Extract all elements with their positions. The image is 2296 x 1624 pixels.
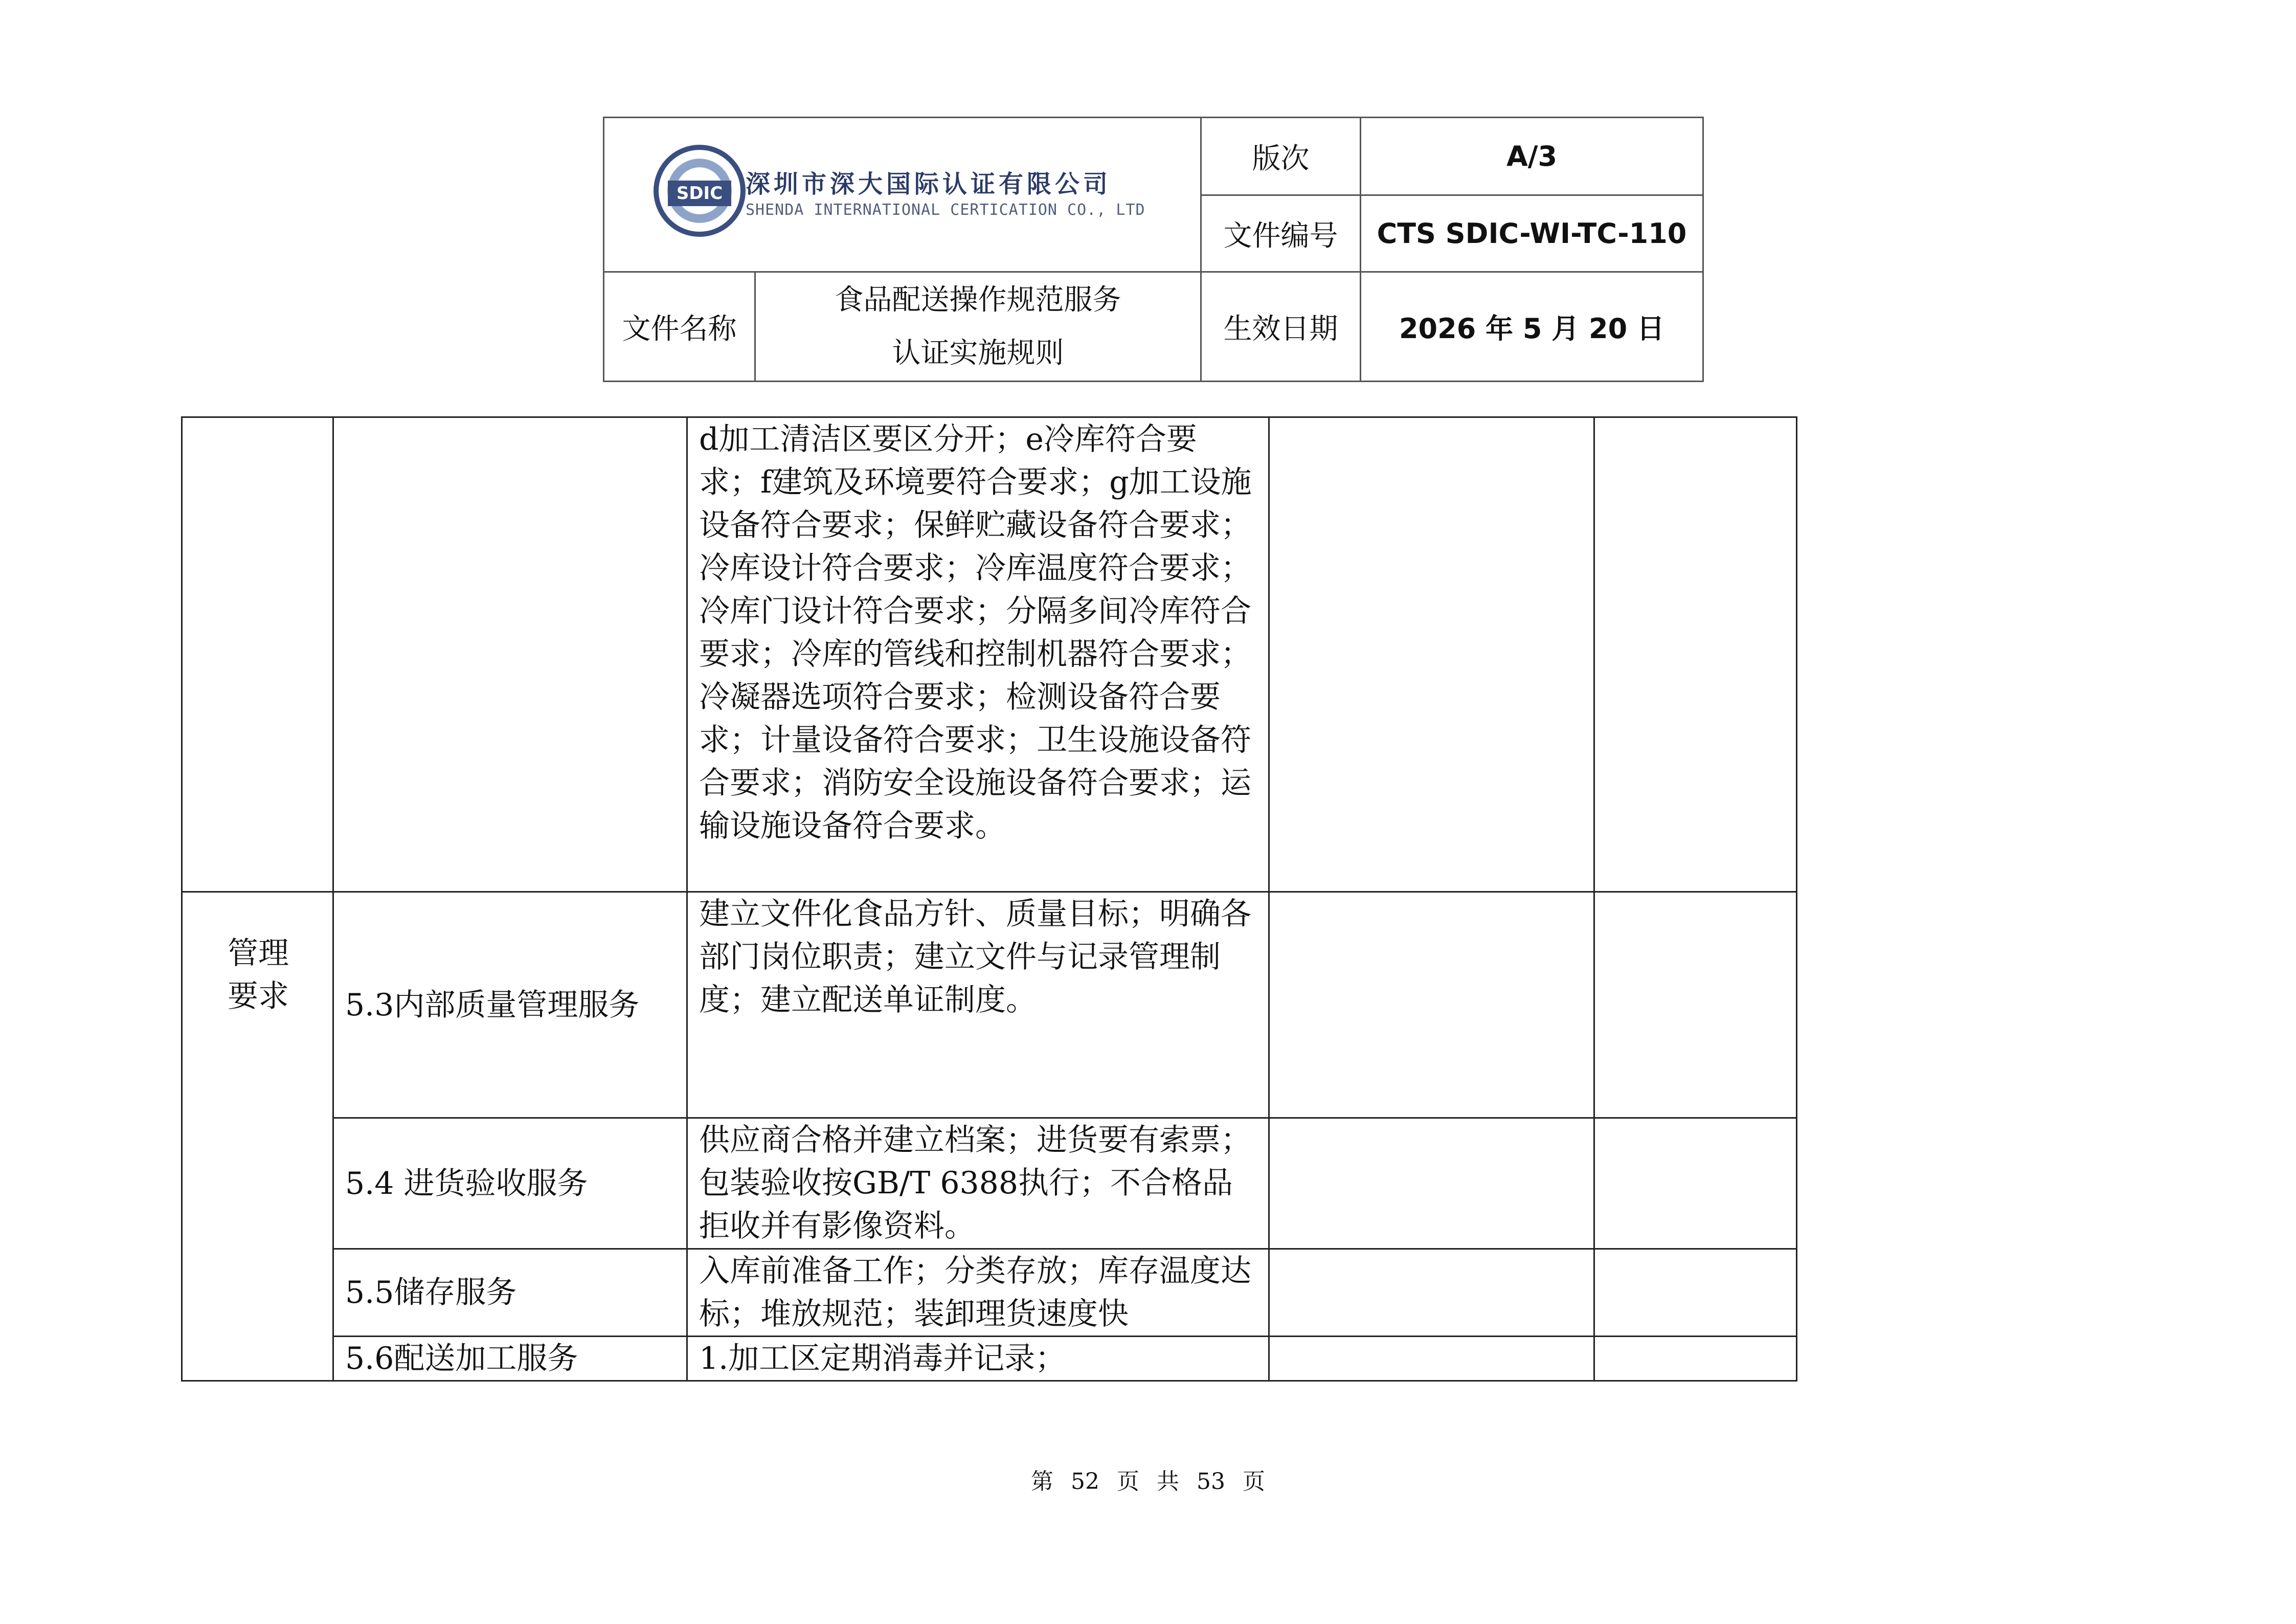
item-cell: 5.6配送加工服务	[333, 1337, 687, 1381]
blank-cell	[1269, 1118, 1594, 1249]
version-label: 版次	[1201, 118, 1361, 195]
seal-icon	[654, 145, 746, 237]
effective-date-value: 2026 年 5 月 20 日	[1361, 272, 1703, 382]
blank-cell	[1594, 1118, 1797, 1249]
company-name-en: SHENDA INTERNATIONAL CERTICATION CO., LTD	[746, 201, 1145, 219]
document-header	[603, 117, 1704, 382]
doc-number-label: 文件编号	[1201, 195, 1361, 272]
doc-name-line1: 食品配送操作规范服务	[835, 283, 1121, 317]
blank-cell	[1594, 417, 1797, 892]
category-label: 管理要求	[228, 936, 289, 1014]
blank-cell	[1269, 417, 1594, 892]
company-logo-cell	[604, 118, 1201, 272]
item-cell: 5.3内部质量管理服务	[333, 892, 687, 1118]
blank-cell	[1594, 892, 1797, 1118]
table-row	[182, 1337, 1797, 1381]
version-value: A/3	[1361, 118, 1703, 195]
requirement-cell: 建立文件化食品方针、质量目标；明确各部门岗位职责；建立文件与记录管理制度；建立配送单证制度。	[687, 892, 1269, 1118]
company-name-cn: 深圳市深大国际认证有限公司	[746, 170, 1112, 198]
page-number: 第 52 页 共 53 页	[1031, 1469, 1265, 1495]
table-row	[182, 892, 1797, 1118]
doc-name-value	[755, 272, 1201, 382]
requirement-cell: d加工清洁区要区分开；e冷库符合要求；f建筑及环境要符合要求；g加工设施设备符合要求；保鲜贮藏设备符合要求；冷库设计符合要求；冷库温度符合要求；冷库门设计符合要求；分隔多间冷库符合要求；冷库的管线和控制机器符合要求；冷凝器选项符合要求；检测设备符合要求；计量设备符合要求；卫生设施设备符合要求；消防安全设施设备符合要求；运输设施设备符合要求。	[687, 417, 1269, 892]
blank-cell	[1269, 1337, 1594, 1381]
requirement-cell: 1.加工区定期消毒并记录；	[687, 1337, 1269, 1381]
blank-cell	[1594, 1249, 1797, 1337]
requirements-table	[181, 416, 1797, 1382]
item-cell: 5.4 进货验收服务	[333, 1118, 687, 1249]
requirement-cell: 供应商合格并建立档案；进货要有索票；包装验收按GB/T 6388执行；不合格品拒收并有影像资料。	[687, 1118, 1269, 1249]
table-row	[182, 1118, 1797, 1249]
item-cell: 5.5储存服务	[333, 1249, 687, 1337]
category-cell	[182, 417, 333, 892]
doc-name-line2: 认证实施规则	[892, 336, 1064, 370]
requirement-cell: 入库前准备工作；分类存放；库存温度达标；堆放规范；装卸理货速度快	[687, 1249, 1269, 1337]
doc-name-label: 文件名称	[604, 272, 755, 382]
blank-cell	[1594, 1337, 1797, 1381]
seal-text: SDIC	[668, 181, 731, 206]
blank-cell	[1269, 892, 1594, 1118]
table-row	[182, 1249, 1797, 1337]
company-logo	[654, 145, 1216, 247]
doc-number-value: CTS SDIC-WI-TC-110	[1361, 195, 1703, 272]
table-row	[182, 417, 1797, 892]
item-cell	[333, 417, 687, 892]
blank-cell	[1269, 1249, 1594, 1337]
effective-date-label: 生效日期	[1201, 272, 1361, 382]
